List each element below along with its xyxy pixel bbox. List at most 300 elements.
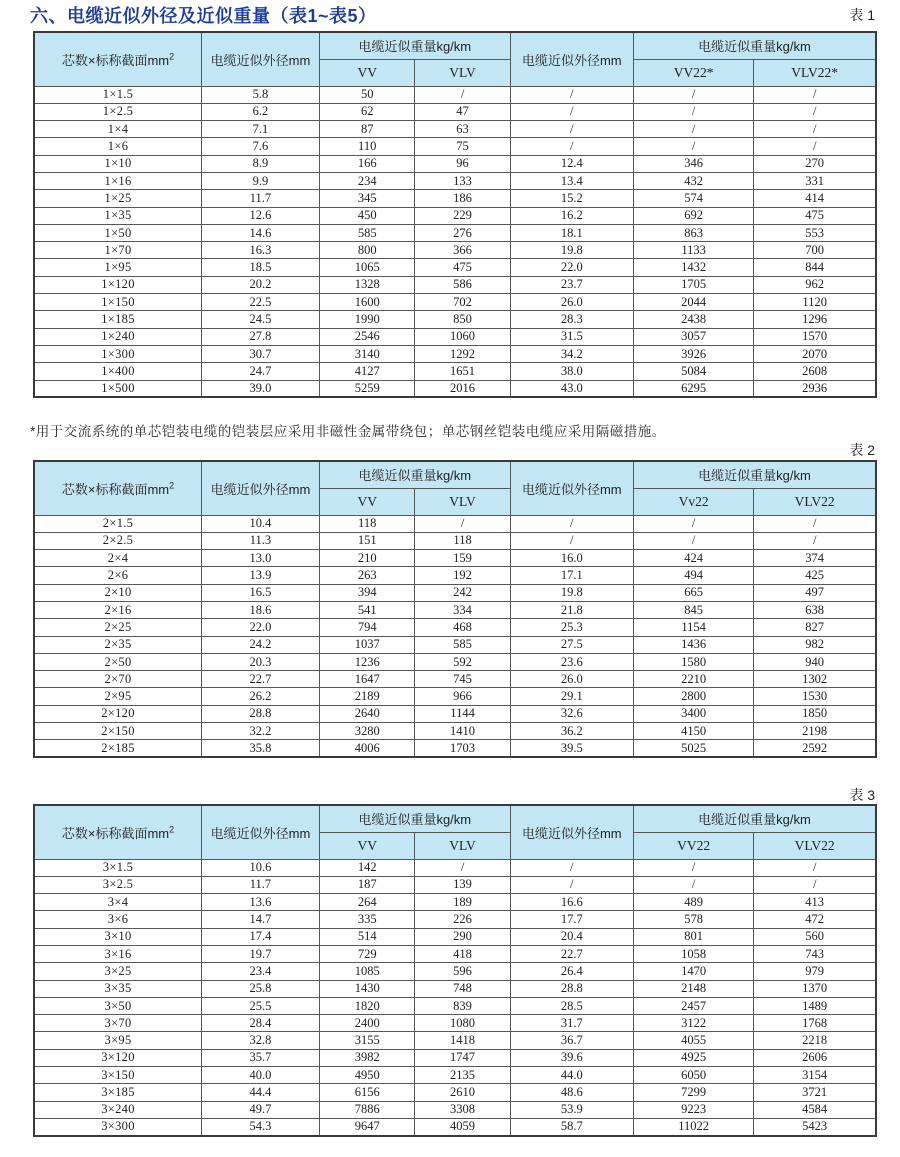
table-row xyxy=(34,653,876,670)
table-cell: 979 xyxy=(754,963,876,980)
table-cell: / xyxy=(510,876,633,893)
table-row xyxy=(34,619,876,636)
table-cell: 1747 xyxy=(415,1049,510,1066)
table-cell: 21.8 xyxy=(510,601,633,618)
cell-spec: 2×185 xyxy=(34,740,202,757)
table-cell: 87 xyxy=(319,121,415,138)
table-row xyxy=(34,723,876,740)
table-cell: 1296 xyxy=(754,311,876,328)
table-cell: / xyxy=(415,86,510,103)
table-cell: 2148 xyxy=(633,980,753,997)
table-cell: / xyxy=(633,859,753,876)
table-cell: 6156 xyxy=(319,1084,415,1101)
table-cell: 745 xyxy=(415,671,510,688)
table-cell: 34.2 xyxy=(510,345,633,362)
cell-spec: 3×120 xyxy=(34,1049,202,1066)
cell-spec: 3×185 xyxy=(34,1084,202,1101)
table-cell: 151 xyxy=(319,532,415,549)
table-cell: 15.2 xyxy=(510,190,633,207)
table-cell: 2210 xyxy=(633,671,753,688)
table-cell: 11.7 xyxy=(202,876,320,893)
table-cell: 30.7 xyxy=(202,345,320,362)
table-cell: 4127 xyxy=(319,363,415,380)
table-cell: 394 xyxy=(319,584,415,601)
table-cell: 142 xyxy=(319,859,415,876)
header-cell-cable-type: VLV22 xyxy=(754,488,876,515)
table-row xyxy=(34,740,876,757)
table-row xyxy=(34,155,876,172)
table-row xyxy=(34,1032,876,1049)
cell-spec: 3×10 xyxy=(34,928,202,945)
header-cell-weight-group: 电缆近似重量kg/km xyxy=(319,805,510,832)
cell-spec: 2×70 xyxy=(34,671,202,688)
table-cell: 263 xyxy=(319,567,415,584)
table-row xyxy=(34,980,876,997)
table-cell: 596 xyxy=(415,963,510,980)
table-1-footnote: *用于交流系统的单芯铠装电缆的铠装层应采用非磁性金属带绕包；单芯钢丝铠装电缆应采用隔磁措施。 xyxy=(30,424,666,439)
table-cell: 1647 xyxy=(319,671,415,688)
header-cell-weight-group: 电缆近似重量kg/km xyxy=(319,32,510,59)
table-cell: 3926 xyxy=(633,345,753,362)
table-row xyxy=(34,1084,876,1101)
table-1-label: 表 1 xyxy=(849,7,875,23)
table-row xyxy=(34,294,876,311)
table-cell: 665 xyxy=(633,584,753,601)
cell-spec: 1×25 xyxy=(34,190,202,207)
table-cell: 692 xyxy=(633,207,753,224)
table-cell: 475 xyxy=(415,259,510,276)
cell-spec: 3×25 xyxy=(34,963,202,980)
table-cell: 25.3 xyxy=(510,619,633,636)
table-row xyxy=(34,567,876,584)
table-cell: / xyxy=(754,138,876,155)
table-cell: 36.7 xyxy=(510,1032,633,1049)
table-3-wrapper xyxy=(33,804,877,1137)
table-cell: 413 xyxy=(754,894,876,911)
cable-spec-table-1 xyxy=(33,31,877,398)
table-cell: 16.6 xyxy=(510,894,633,911)
table-cell: 50 xyxy=(319,86,415,103)
table-cell: 514 xyxy=(319,928,415,945)
header-row-1 xyxy=(34,32,876,59)
table-cell: 982 xyxy=(754,636,876,653)
table-cell: 16.0 xyxy=(510,550,633,567)
table-cell: 1065 xyxy=(319,259,415,276)
cell-spec: 3×70 xyxy=(34,1015,202,1032)
table-cell: 58.7 xyxy=(510,1118,633,1135)
cell-spec: 1×35 xyxy=(34,207,202,224)
table-3-label: 表 3 xyxy=(849,787,875,803)
table-cell: 3400 xyxy=(633,705,753,722)
table-cell: / xyxy=(510,532,633,549)
table-cell: 845 xyxy=(633,601,753,618)
table-cell: 4950 xyxy=(319,1067,415,1084)
table-cell: 11.7 xyxy=(202,190,320,207)
table-cell: / xyxy=(510,86,633,103)
table-cell: 1580 xyxy=(633,653,753,670)
table-cell: 844 xyxy=(754,259,876,276)
table-cell: 6.2 xyxy=(202,103,320,120)
table-cell: 3982 xyxy=(319,1049,415,1066)
table-cell: 2400 xyxy=(319,1015,415,1032)
table-cell: / xyxy=(754,103,876,120)
header-cell-cable-type: VLV xyxy=(415,59,510,86)
table-cell: 24.2 xyxy=(202,636,320,653)
table-cell: 2546 xyxy=(319,328,415,345)
cell-spec: 2×10 xyxy=(34,584,202,601)
cell-spec: 1×2.5 xyxy=(34,103,202,120)
table-cell: 26.4 xyxy=(510,963,633,980)
table-cell: / xyxy=(754,86,876,103)
table-cell: 19.8 xyxy=(510,584,633,601)
table-cell: 414 xyxy=(754,190,876,207)
table-cell: 10.6 xyxy=(202,859,320,876)
table-cell: 1302 xyxy=(754,671,876,688)
table-row xyxy=(34,550,876,567)
table-cell: 192 xyxy=(415,567,510,584)
cell-spec: 3×95 xyxy=(34,1032,202,1049)
table-cell: 28.3 xyxy=(510,311,633,328)
table-cell: 5259 xyxy=(319,380,415,397)
table-cell: 1820 xyxy=(319,997,415,1014)
cell-spec: 3×1.5 xyxy=(34,859,202,876)
table-cell: 20.3 xyxy=(202,653,320,670)
table-cell: 2457 xyxy=(633,997,753,1014)
table-row xyxy=(34,363,876,380)
cell-spec: 3×35 xyxy=(34,980,202,997)
table-cell: 1080 xyxy=(415,1015,510,1032)
header-cell-diameter-armored: 电缆近似外径mm xyxy=(510,32,633,86)
table-cell: 20.2 xyxy=(202,276,320,293)
table-cell: 23.7 xyxy=(510,276,633,293)
spec-superscript: 2 xyxy=(169,51,175,62)
table-cell: 9223 xyxy=(633,1101,753,1118)
table-cell: 6295 xyxy=(633,380,753,397)
table-cell: 11.3 xyxy=(202,532,320,549)
table-header xyxy=(34,32,876,86)
header-cell-cable-type: VLV xyxy=(415,832,510,859)
table-cell: 1850 xyxy=(754,705,876,722)
table-cell: 560 xyxy=(754,928,876,945)
table-cell: 62 xyxy=(319,103,415,120)
table-row xyxy=(34,997,876,1014)
table-cell: 12.4 xyxy=(510,155,633,172)
table-row xyxy=(34,1015,876,1032)
table-row xyxy=(34,515,876,532)
table-cell: 2640 xyxy=(319,705,415,722)
cell-spec: 1×240 xyxy=(34,328,202,345)
table-row xyxy=(34,172,876,189)
table-cell: 6050 xyxy=(633,1067,753,1084)
table-cell: 19.7 xyxy=(202,945,320,962)
table-cell: 5423 xyxy=(754,1118,876,1135)
cell-spec: 1×6 xyxy=(34,138,202,155)
table-cell: 2592 xyxy=(754,740,876,757)
table-cell: 118 xyxy=(415,532,510,549)
cell-spec: 3×2.5 xyxy=(34,876,202,893)
table-cell: 1705 xyxy=(633,276,753,293)
table-row xyxy=(34,945,876,962)
table-cell: 270 xyxy=(754,155,876,172)
table-2-label: 表 2 xyxy=(849,442,875,458)
header-cell-cable-type: VV22 xyxy=(633,832,753,859)
table-cell: 2044 xyxy=(633,294,753,311)
table-cell: 553 xyxy=(754,224,876,241)
table-cell: 2610 xyxy=(415,1084,510,1101)
table-cell: 18.6 xyxy=(202,601,320,618)
table-row xyxy=(34,1049,876,1066)
table-cell: 1120 xyxy=(754,294,876,311)
table-cell: 4584 xyxy=(754,1101,876,1118)
table-cell: 1470 xyxy=(633,963,753,980)
table-cell: 7886 xyxy=(319,1101,415,1118)
table-cell: 3140 xyxy=(319,345,415,362)
table-cell: 9647 xyxy=(319,1118,415,1135)
table-cell: 1768 xyxy=(754,1015,876,1032)
cable-spec-table-2 xyxy=(33,460,877,758)
table-row xyxy=(34,242,876,259)
table-cell: 189 xyxy=(415,894,510,911)
cell-spec: 2×150 xyxy=(34,723,202,740)
table-cell: 702 xyxy=(415,294,510,311)
table-cell: 11022 xyxy=(633,1118,753,1135)
table-cell: 26.0 xyxy=(510,294,633,311)
table-cell: / xyxy=(633,876,753,893)
table-cell: 334 xyxy=(415,601,510,618)
table-cell: 475 xyxy=(754,207,876,224)
table-cell: 418 xyxy=(415,945,510,962)
table-cell: 3155 xyxy=(319,1032,415,1049)
table-cell: 24.5 xyxy=(202,311,320,328)
table-cell: 39.0 xyxy=(202,380,320,397)
table-cell: 2800 xyxy=(633,688,753,705)
table-cell: 43.0 xyxy=(510,380,633,397)
table-cell: 22.0 xyxy=(510,259,633,276)
header-cell-diameter: 电缆近似外径mm xyxy=(202,461,320,515)
spec-superscript: 2 xyxy=(169,480,175,491)
table-cell: 39.5 xyxy=(510,740,633,757)
table-row xyxy=(34,276,876,293)
table-cell: 1489 xyxy=(754,997,876,1014)
cell-spec: 1×16 xyxy=(34,172,202,189)
table-row xyxy=(34,1067,876,1084)
table-cell: 24.7 xyxy=(202,363,320,380)
cell-spec: 3×16 xyxy=(34,945,202,962)
table-cell: 23.6 xyxy=(510,653,633,670)
table-cell: 3280 xyxy=(319,723,415,740)
table-cell: 432 xyxy=(633,172,753,189)
table-cell: 32.8 xyxy=(202,1032,320,1049)
table-cell: / xyxy=(754,121,876,138)
table-cell: 4055 xyxy=(633,1032,753,1049)
table-cell: 26.0 xyxy=(510,671,633,688)
table-cell: / xyxy=(633,138,753,155)
cell-spec: 1×1.5 xyxy=(34,86,202,103)
table-cell: 2606 xyxy=(754,1049,876,1066)
table-cell: 839 xyxy=(415,997,510,1014)
table-row xyxy=(34,911,876,928)
cell-spec: 1×300 xyxy=(34,345,202,362)
table-row xyxy=(34,380,876,397)
table-cell: 1236 xyxy=(319,653,415,670)
table-row xyxy=(34,894,876,911)
cell-spec: 2×95 xyxy=(34,688,202,705)
table-body xyxy=(34,515,876,757)
table-cell: 38.0 xyxy=(510,363,633,380)
cell-spec: 3×240 xyxy=(34,1101,202,1118)
table-row xyxy=(34,705,876,722)
table-cell: 497 xyxy=(754,584,876,601)
table-row xyxy=(34,688,876,705)
table-cell: 2135 xyxy=(415,1067,510,1084)
table-cell: 54.3 xyxy=(202,1118,320,1135)
table-cell: 28.5 xyxy=(510,997,633,1014)
table-cell: 1037 xyxy=(319,636,415,653)
table-cell: 210 xyxy=(319,550,415,567)
table-row xyxy=(34,584,876,601)
table-body xyxy=(34,86,876,397)
cell-spec: 3×50 xyxy=(34,997,202,1014)
table-cell: 3154 xyxy=(754,1067,876,1084)
cell-spec: 2×120 xyxy=(34,705,202,722)
table-row xyxy=(34,207,876,224)
table-cell: 13.4 xyxy=(510,172,633,189)
header-cell-diameter-armored: 电缆近似外径mm xyxy=(510,461,633,515)
table-cell: 1085 xyxy=(319,963,415,980)
table-cell: / xyxy=(510,515,633,532)
cell-spec: 3×150 xyxy=(34,1067,202,1084)
table-cell: 118 xyxy=(319,515,415,532)
table-cell: / xyxy=(633,532,753,549)
table-header xyxy=(34,805,876,859)
table-cell: 3308 xyxy=(415,1101,510,1118)
table-cell: 748 xyxy=(415,980,510,997)
header-cell-spec: 芯数×标称截面$mm^2$ xyxy=(34,461,202,515)
table-cell: 31.7 xyxy=(510,1015,633,1032)
table-cell: 1600 xyxy=(319,294,415,311)
table-row xyxy=(34,311,876,328)
table-cell: 4150 xyxy=(633,723,753,740)
table-cell: 133 xyxy=(415,172,510,189)
cell-spec: 1×185 xyxy=(34,311,202,328)
table-cell: 1410 xyxy=(415,723,510,740)
header-cell-weight-group-armored: 电缆近似重量kg/km xyxy=(633,805,876,832)
table-cell: 585 xyxy=(319,224,415,241)
table-cell: / xyxy=(633,121,753,138)
table-row xyxy=(34,345,876,362)
table-cell: 2218 xyxy=(754,1032,876,1049)
table-cell: 16.2 xyxy=(510,207,633,224)
table-cell: 1060 xyxy=(415,328,510,345)
table-cell: 276 xyxy=(415,224,510,241)
header-row-1 xyxy=(34,805,876,832)
table-cell: 5025 xyxy=(633,740,753,757)
cell-spec: 1×4 xyxy=(34,121,202,138)
table-cell: 940 xyxy=(754,653,876,670)
table-cell: 1432 xyxy=(633,259,753,276)
table-cell: 139 xyxy=(415,876,510,893)
table-cell: 14.7 xyxy=(202,911,320,928)
table-cell: 2936 xyxy=(754,380,876,397)
table-cell: 25.8 xyxy=(202,980,320,997)
table-cell: 1154 xyxy=(633,619,753,636)
table-cell: 472 xyxy=(754,911,876,928)
table-row xyxy=(34,86,876,103)
table-cell: 1651 xyxy=(415,363,510,380)
table-2-wrapper xyxy=(33,460,877,758)
table-cell: / xyxy=(633,103,753,120)
table-cell: 26.2 xyxy=(202,688,320,705)
table-cell: 39.6 xyxy=(510,1049,633,1066)
table-cell: 31.5 xyxy=(510,328,633,345)
table-cell: 96 xyxy=(415,155,510,172)
table-cell: 28.8 xyxy=(202,705,320,722)
table-cell: / xyxy=(415,515,510,532)
table-cell: 48.6 xyxy=(510,1084,633,1101)
table-cell: 574 xyxy=(633,190,753,207)
table-cell: 578 xyxy=(633,911,753,928)
table-row xyxy=(34,224,876,241)
table-cell: 14.6 xyxy=(202,224,320,241)
table-cell: 17.4 xyxy=(202,928,320,945)
table-cell: 18.5 xyxy=(202,259,320,276)
page-title: 六、电缆近似外径及近似重量（表1~表5） xyxy=(30,6,377,26)
table-cell: 1292 xyxy=(415,345,510,362)
table-cell: 16.5 xyxy=(202,584,320,601)
table-cell: / xyxy=(510,103,633,120)
table-cell: 366 xyxy=(415,242,510,259)
table-cell: 1418 xyxy=(415,1032,510,1049)
table-row xyxy=(34,138,876,155)
table-cell: 3122 xyxy=(633,1015,753,1032)
table-cell: 27.8 xyxy=(202,328,320,345)
table-cell: 7.6 xyxy=(202,138,320,155)
header-cell-cable-type: VLV22 xyxy=(754,832,876,859)
table-cell: 44.4 xyxy=(202,1084,320,1101)
table-cell: 2608 xyxy=(754,363,876,380)
table-cell: 2070 xyxy=(754,345,876,362)
table-1-wrapper xyxy=(33,31,877,398)
table-cell: 743 xyxy=(754,945,876,962)
table-row xyxy=(34,876,876,893)
table-cell: 592 xyxy=(415,653,510,670)
table-cell: 32.6 xyxy=(510,705,633,722)
table-cell: 23.4 xyxy=(202,963,320,980)
cell-spec: 1×150 xyxy=(34,294,202,311)
table-row xyxy=(34,532,876,549)
table-cell: 22.0 xyxy=(202,619,320,636)
table-cell: / xyxy=(510,859,633,876)
table-cell: 9.9 xyxy=(202,172,320,189)
table-cell: 4925 xyxy=(633,1049,753,1066)
header-cell-weight-group-armored: 电缆近似重量kg/km xyxy=(633,461,876,488)
table-cell: 5084 xyxy=(633,363,753,380)
table-row xyxy=(34,328,876,345)
table-cell: 44.0 xyxy=(510,1067,633,1084)
cell-spec: 2×35 xyxy=(34,636,202,653)
table-cell: 2438 xyxy=(633,311,753,328)
table-cell: 32.2 xyxy=(202,723,320,740)
table-cell: 2016 xyxy=(415,380,510,397)
table-cell: 1328 xyxy=(319,276,415,293)
header-cell-weight-group: 电缆近似重量kg/km xyxy=(319,461,510,488)
table-cell: 290 xyxy=(415,928,510,945)
header-cell-cable-type: VLV xyxy=(415,488,510,515)
cell-spec: 2×16 xyxy=(34,601,202,618)
table-cell: 331 xyxy=(754,172,876,189)
table-header xyxy=(34,461,876,515)
table-cell: 1133 xyxy=(633,242,753,259)
